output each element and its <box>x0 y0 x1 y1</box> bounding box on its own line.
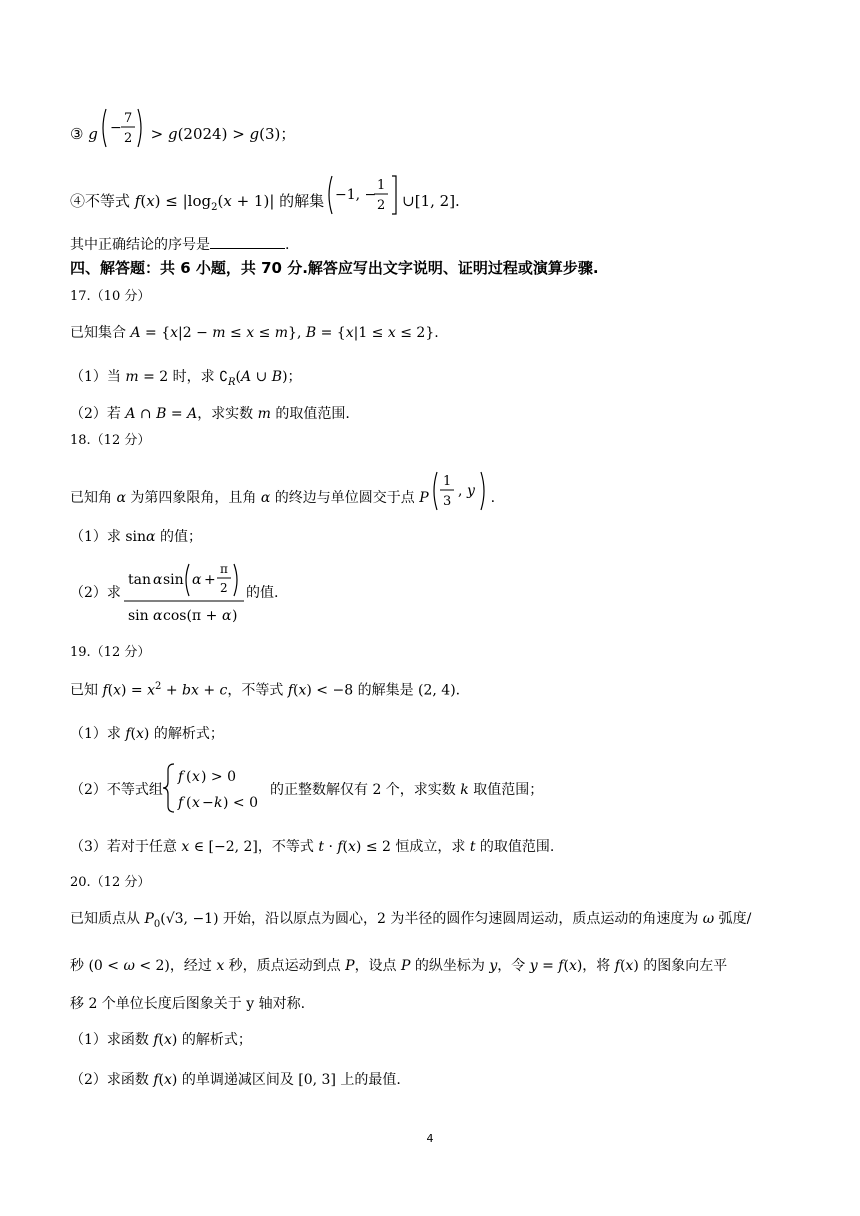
point-fraction <box>429 468 491 514</box>
q18-part2: （2）求 tan α sin α + π 2 sin α cos(π + α ) 的值. <box>70 562 800 632</box>
q17-number: 17.（10 分） <box>70 289 151 304</box>
interval-fraction <box>324 172 402 218</box>
q20-part1: （1）求函数 f(x) 的解析式； <box>70 1032 252 1048</box>
svg-text:π: π <box>220 562 228 576</box>
q19-number: 19.（12 分） <box>70 645 151 660</box>
svg-text:y: y <box>466 483 475 499</box>
q20-part2: （2）求函数 f(x) 的单调递减区间及 [0, 3] 上的最值. <box>70 1072 401 1088</box>
q19-part2: （2）不等式组 f ( x ) > 0 f ( x − k ) < 0 的正整数解仅有 2 个，求实数 k 取值范围； <box>70 762 800 818</box>
svg-text:2: 2 <box>377 198 386 213</box>
q19-stem: 已知 $f(x) = x^2$ + bx + c，不等式 f(x) < −8 的解集是 (2, 4). <box>70 681 461 699</box>
svg-text:) < 0: ) < 0 <box>223 795 258 811</box>
svg-text:α: α <box>222 608 232 624</box>
svg-text:sin: sin <box>128 608 149 624</box>
svg-text:1: 1 <box>442 474 451 489</box>
q20-number: 20.（12 分） <box>70 875 151 890</box>
svg-text:1: 1 <box>377 178 386 193</box>
svg-text:(: ( <box>186 769 192 785</box>
q18-part1: （1）求 sinα 的值； <box>70 529 202 545</box>
q20-stem-1: 已知质点从 $P_0(√3$, −1) 开始，沿以原点为圆心，2 为半径的圆作匀速圆周运动，质点运动的角速度为 ω 弧度/ <box>70 911 752 930</box>
svg-text:2: 2 <box>123 131 133 146</box>
section-title: 四、解答题：共 6 小题，共 70 分.解答应写出文字说明、证明过程或演算步骤. <box>70 259 599 277</box>
svg-text:3: 3 <box>442 494 451 509</box>
svg-text:x: x <box>192 769 200 785</box>
answer-blank-line: 其中正确结论的序号是 . <box>70 237 290 253</box>
svg-text:−1, −: −1, − <box>335 187 377 203</box>
svg-text:f: f <box>178 769 184 785</box>
svg-text:2: 2 <box>220 581 228 595</box>
svg-text:,: , <box>457 483 463 499</box>
q18-number: 18.（12 分） <box>70 433 151 448</box>
svg-text:+: + <box>204 572 216 588</box>
q18-big-fraction <box>122 558 252 626</box>
svg-text:k: k <box>214 795 223 811</box>
item-3-line: ③ g − 7 2 > g(2024) > g(3)； <box>70 119 800 151</box>
q18-stem: 已知角 α 为第四象限角，且角 α 的终边与单位圆交于点 P 1 3 , y . <box>70 482 800 514</box>
svg-text:) > 0: ) > 0 <box>201 769 236 785</box>
q19-part3: （3）若对于任意 x ∈ [−2, 2]，不等式 t · f(x) ≤ 2 恒成立，求 t 的取值范围. <box>70 839 555 855</box>
svg-text:α: α <box>153 608 163 624</box>
q19-part1: （1）求 f(x) 的解析式； <box>70 726 224 742</box>
svg-text:−: − <box>109 120 122 136</box>
svg-text:): ) <box>232 608 238 624</box>
svg-text:f: f <box>178 795 184 811</box>
fraction-neg-7-over-2 <box>98 105 146 151</box>
q20-stem-3: 移 2 个单位长度后图象关于 y 轴对称. <box>70 996 306 1012</box>
svg-text:cos(π +: cos(π + <box>163 608 218 624</box>
svg-text:x: x <box>192 795 200 811</box>
svg-text:α: α <box>192 572 202 588</box>
q17-part1: （1）当 m = 2 时，求 $∁_R(A$ ∪ B)； <box>70 369 302 388</box>
svg-text:α: α <box>153 572 163 588</box>
svg-text:(: ( <box>186 795 192 811</box>
q17-stem: 已知集合 A = {x|2 − m ≤ x ≤ m}, B = {x|1 ≤ x ≤ 2}. <box>70 325 439 341</box>
svg-text:−: − <box>202 795 214 811</box>
svg-text:7: 7 <box>123 111 133 126</box>
svg-text:sin: sin <box>163 572 184 588</box>
answer-blank[interactable] <box>210 236 285 249</box>
q17-part2: （2）若 A ∩ B = A，求实数 m 的取值范围. <box>70 406 350 422</box>
page-number: 4 <box>426 1132 434 1145</box>
item-4-line: ④不等式 $f(x) \le |\log_2(x + 1)|$ 的解集 −1, − 1 2 ∪[1, 2]. <box>70 186 800 218</box>
svg-text:tan: tan <box>128 572 151 588</box>
q20-stem-2: 秒 (0 < ω < 2)，经过 x 秒，质点运动到点 P，设点 P 的纵坐标为 y，令 y = f(x)，将 f(x) 的图象向左平 <box>70 958 728 974</box>
